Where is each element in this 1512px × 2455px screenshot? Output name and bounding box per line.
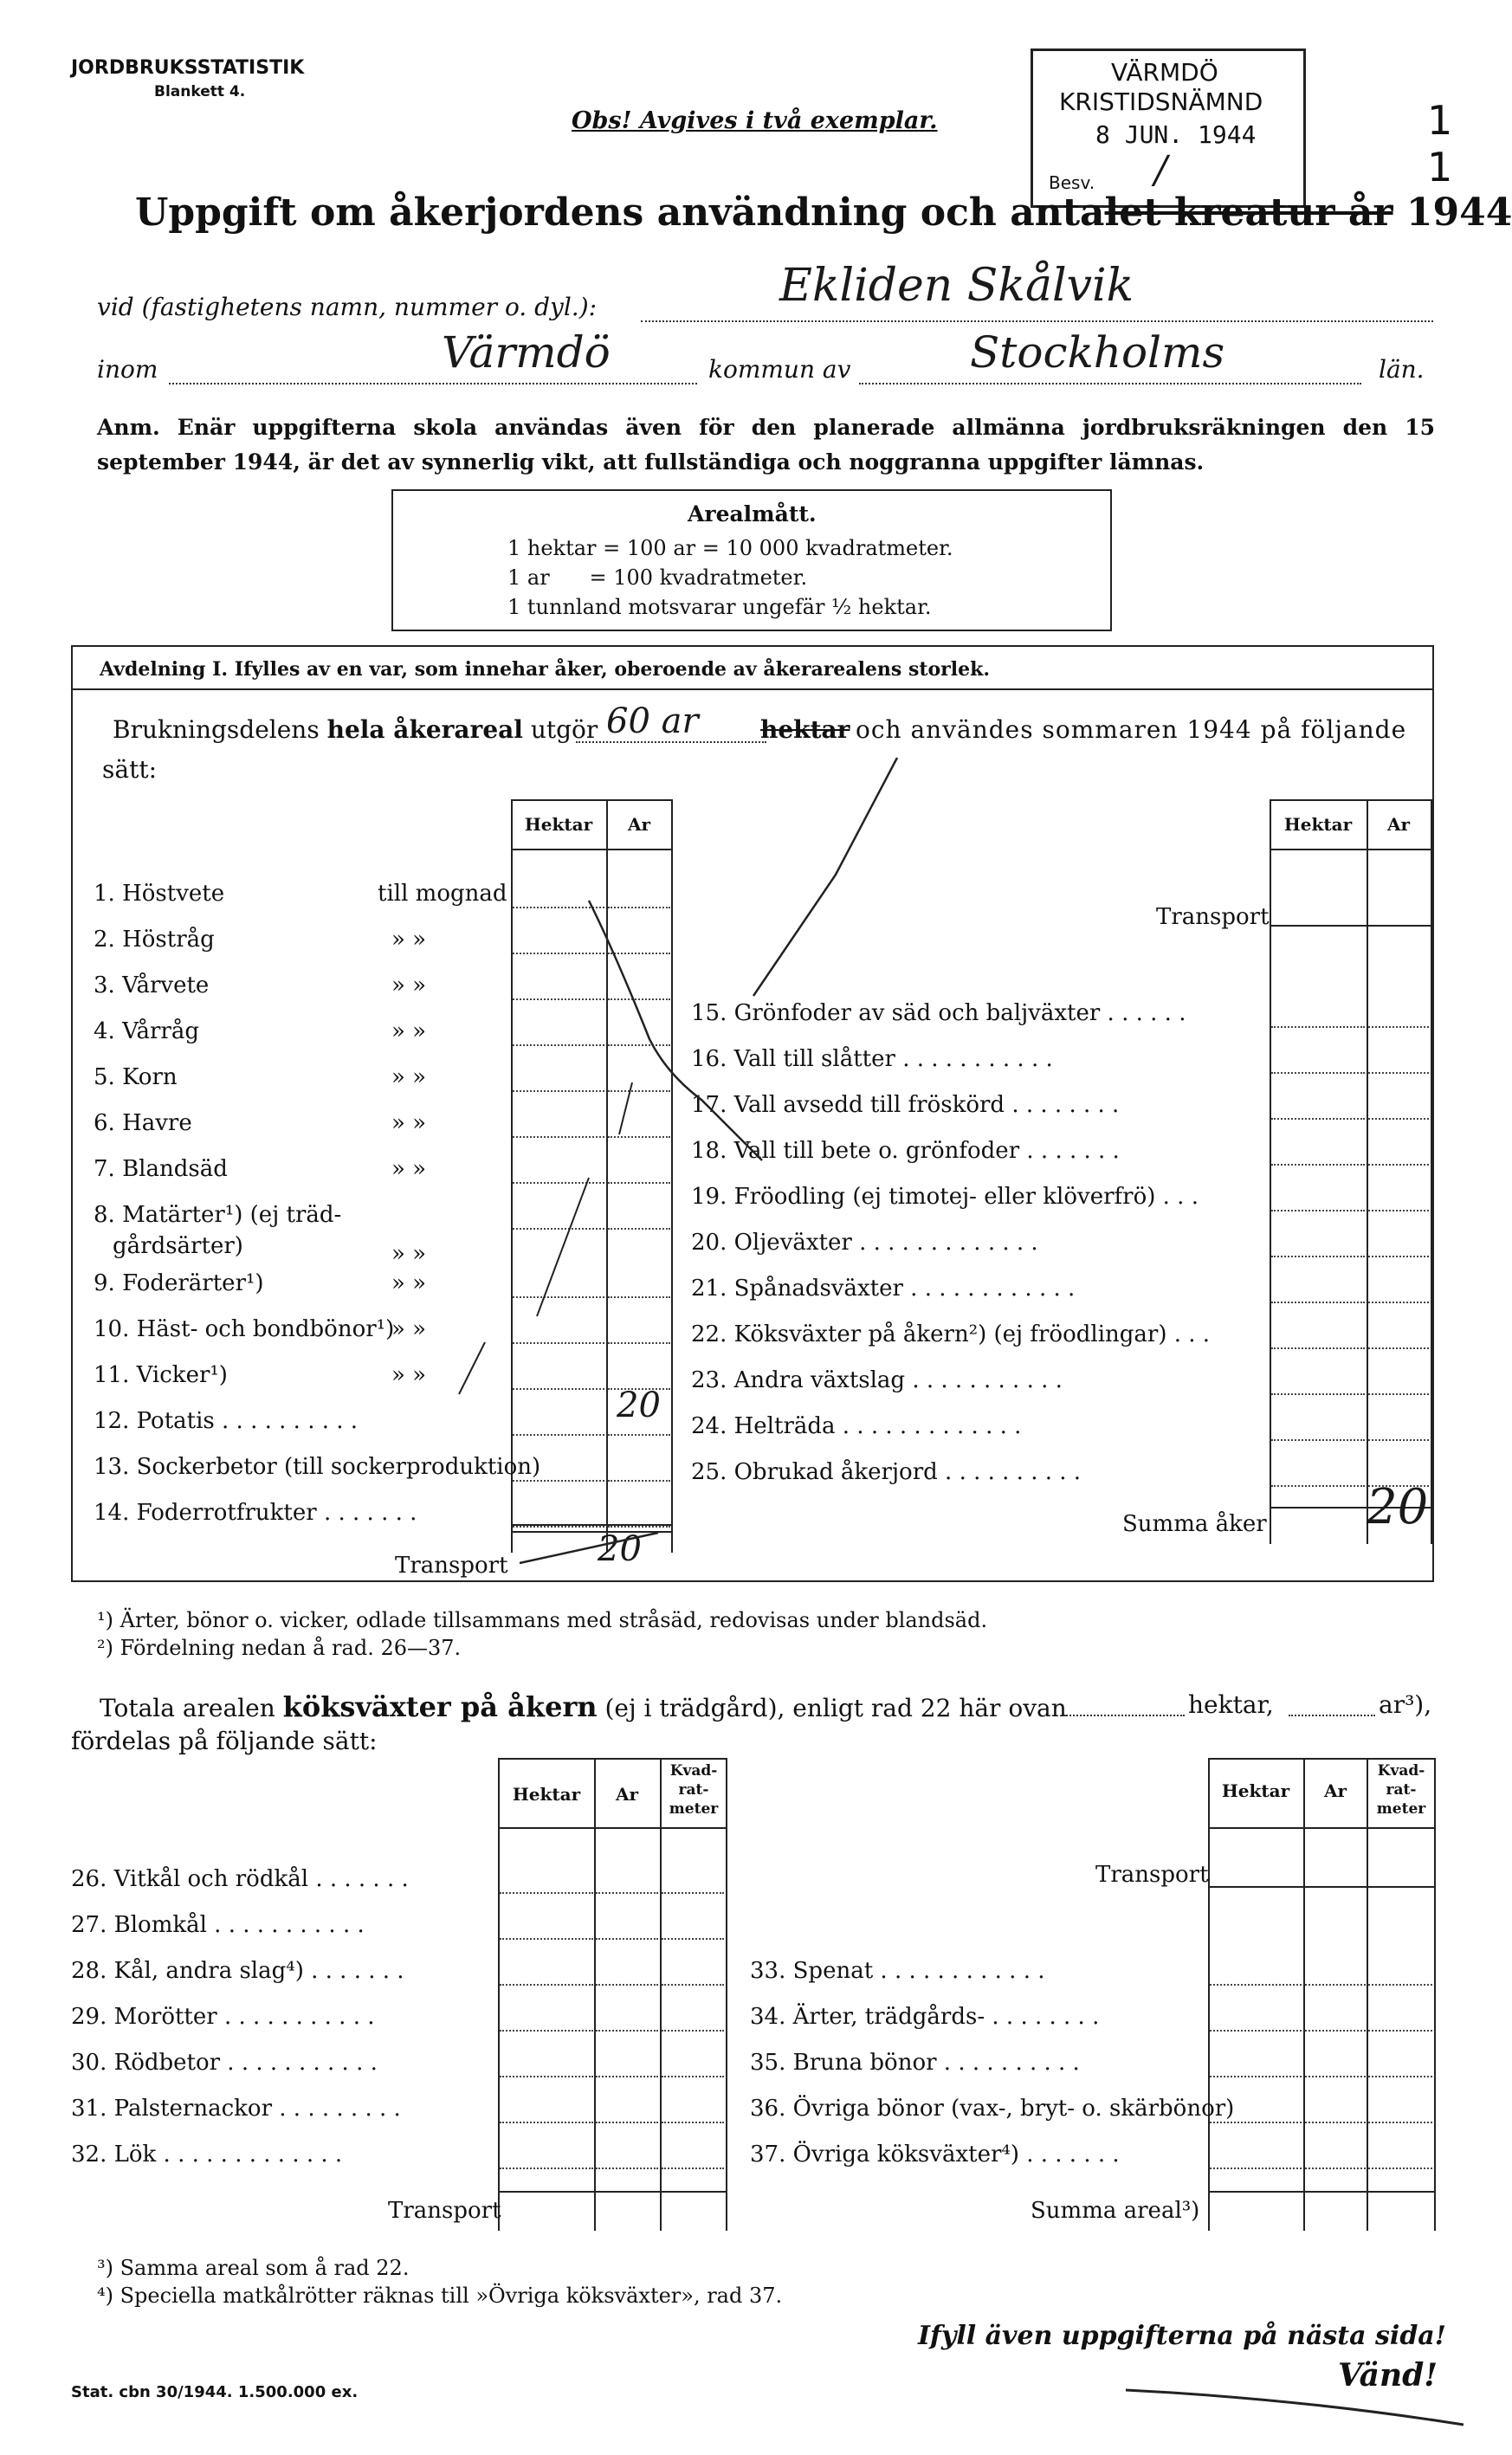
kok-right-col-ar: Ar [1323,1780,1347,1801]
lan-label: län. [1379,355,1425,384]
hektar-cell[interactable] [500,2122,593,2123]
kommun-label: kommun av [708,355,851,384]
table-row-label: 16. Vall till slåtter . . . . . . . . . . . [691,1046,1053,1072]
table-row-label: 37. Övriga köksväxter⁴) . . . . . . . [750,2142,1120,2168]
table-row-label: 5. Korn [94,1064,178,1090]
table-row-label: 36. Övriga bönor (vax-, bryt- o. skärbönor) [750,2096,1235,2122]
hektar-cell[interactable] [500,1938,593,1940]
intro-c: utgör [530,715,598,744]
table-row-label: 18. Vall till bete o. grönfoder . . . . . . . [691,1138,1120,1164]
ar-cell[interactable] [596,2076,658,2077]
table-row-label: 25. Obrukad åkerjord . . . . . . . . . . [691,1459,1082,1485]
table-row-label: 8. Matärter¹) (ej träd- [94,1202,342,1228]
intro-d: och användes sommaren 1944 på följande [856,715,1407,744]
kok-intro-a: Totala arealen [100,1694,275,1722]
stamp-line1: VÄRMDÖ [1111,58,1218,87]
hektar-cell[interactable] [500,2030,593,2032]
table-row-label: 4. Vårråg [94,1018,199,1044]
hektar-cell[interactable] [1210,2030,1302,2032]
intro-e: sätt: [102,755,157,784]
notice-text: Obs! Avgives i två exemplar. [572,107,938,134]
kommun-value[interactable]: Stockholms [970,327,1225,378]
table-row-label: 12. Potatis . . . . . . . . . . [94,1408,359,1434]
kvm-cell[interactable] [662,2076,724,2077]
kvm-cell[interactable] [662,2122,724,2123]
pen-stroke-4 [537,1178,589,1316]
kok-left-col-kvm: Kvad- rat- meter [669,1762,719,1818]
ar-cell[interactable] [596,2168,658,2169]
table-row-label: 28. Kål, andra slag⁴) . . . . . . . [71,1958,404,1984]
kok-summa-label: Summa areal³) [1031,2198,1200,2224]
table-row-label: 29. Morötter . . . . . . . . . . . [71,2004,375,2030]
title-main: Uppgift om åkerjordens användning och anta [135,191,1105,235]
intro-value[interactable]: 60 ar [606,701,699,741]
table-row-label: 19. Fröodling (ej timotej- eller klöverfrö) . . . [691,1184,1199,1210]
bottom-pen-stroke [1126,2390,1464,2425]
arealmatt-l2: 1 ar = 100 kvadratmeter. [507,565,808,590]
ditto-mark: » » [391,1270,427,1296]
kok-left-col-ar: Ar [615,1784,639,1805]
row8-cont: gårdsärter) [113,1233,243,1259]
kok-left-sum-rule [498,2191,727,2193]
ditto-mark: » » [391,1362,427,1388]
kok-right-head-rule [1208,1827,1435,1829]
ar-cell[interactable] [596,2030,658,2032]
hektar-cell[interactable] [500,1892,593,1894]
table-row-label: 31. Palsternackor . . . . . . . . . [71,2096,401,2122]
kok-intro-d: fördelas på följande sätt: [71,1727,378,1755]
kok-right-col-hektar: Hektar [1221,1780,1290,1801]
print-info: Stat. cbn 30/1944. 1.500.000 ex. [71,2383,359,2401]
inom-label: inom [97,355,158,384]
hektar-cell[interactable] [500,2168,593,2169]
stamp-line2: KRISTIDSNÄMND [1059,87,1263,116]
kok-right-col-kvm: Kvad- rat- meter [1376,1762,1426,1818]
left-transport-label: Transport [395,1553,508,1579]
kvm-cell[interactable] [662,2030,724,2032]
kvm-cell[interactable] [1368,2122,1432,2123]
table-row-label: 11. Vicker¹) [94,1362,228,1388]
potatis-ar[interactable]: 20 [617,1386,661,1425]
ditto-mark: » » [391,1316,427,1342]
table-row-label: 23. Andra växtslag . . . . . . . . . . . [691,1367,1063,1393]
table-row-label: 3. Vårvete [94,972,210,998]
table-row-label: 34. Ärter, trädgårds- . . . . . . . . [750,2004,1100,2030]
intro-a: Brukningsdelens [113,715,320,744]
ar-cell[interactable] [596,1938,658,1940]
transport-strike [520,1533,658,1563]
ar-cell[interactable] [1305,2030,1366,2032]
inom-value[interactable]: Värmdö [442,327,611,378]
pen-stroke-3 [619,1082,632,1134]
kok-intro-b: köksväxter på åkern [282,1690,598,1723]
ditto-mark: » » [391,1156,427,1182]
kok-right-transport-rule [1208,1886,1435,1888]
title-year: 1944 [1405,191,1512,235]
form-org: JORDBRUKSSTATISTIK [71,57,305,79]
footnote-3: ³) Samma areal som å rad 22. [97,2256,410,2280]
ditto-mark: » » [391,927,427,953]
title-struck: let kreatur år [1104,191,1393,235]
ar-cell[interactable] [1305,2076,1366,2077]
table-row-label: 13. Sockerbetor (till sockerproduktion) [94,1454,541,1480]
kok-left-transport: Transport [388,2198,501,2224]
table-row-label: 20. Oljeväxter . . . . . . . . . . . . . [691,1230,1038,1256]
avd1-left-col-ar: Ar [627,814,651,835]
kok-left-top [498,1758,727,1760]
footnote-1: ¹) Ärter, bönor o. vicker, odlade tillsammans med stråsäd, redovisas under blandsäd. [97,1608,988,1632]
ar-cell[interactable] [596,1892,658,1894]
kok-intro-ar: ar³), [1379,1690,1432,1719]
kvm-cell[interactable] [662,1938,724,1940]
kok-intro-c: (ej i trädgård), enligt rad 22 här ovan [604,1694,1067,1722]
pen-stroke-1 [753,758,897,996]
ditto-mark: » » [391,972,427,998]
stamp-date: 8 JUN. 1944 [1095,120,1257,149]
kok-intro-hektar: hektar, [1188,1690,1274,1719]
kok-right-transport: Transport [1095,1862,1209,1888]
table-row-label: 27. Blomkål . . . . . . . . . . . [71,1912,365,1938]
table-row-label: 6. Havre [94,1110,192,1136]
kok-left-col-hektar: Hektar [512,1784,581,1805]
anm-note: Anm. Enär uppgifterna skola användas även för den planerade allmänna jordbruksräkningen den 15 september 1944, är det av synnerlig vikt, att fullständiga och noggranna uppgifter lämnas. [97,415,1435,475]
hektar-cell[interactable] [1210,2122,1302,2123]
table-row-label: 17. Vall avsedd till fröskörd . . . . . . . . [691,1092,1120,1118]
kvm-cell[interactable] [662,2168,724,2169]
table-row-label: 9. Foderärter¹) [94,1270,264,1296]
kok-right-sum-rule [1208,2191,1435,2193]
table-row-label: 24. Helträda . . . . . . . . . . . . . [691,1413,1022,1439]
avd1-right-col-ar: Ar [1386,814,1411,835]
ar-cell[interactable] [1305,2168,1366,2169]
table-row-label: 30. Rödbetor . . . . . . . . . . . [71,2050,378,2076]
ifyll-note: Ifyll även uppgifterna på nästa sida! [918,2321,1446,2351]
ditto-mark: » » [391,1110,427,1136]
table-row-label: 33. Spenat . . . . . . . . . . . . [750,1958,1045,1984]
summa-aker-label: Summa åker [1122,1511,1267,1537]
table-row-label: 22. Köksväxter på åkern²) (ej fröodlingar) . . . [691,1321,1211,1347]
table-row-label: 7. Blandsäd [94,1156,228,1182]
stamp-besv: Besv. [1049,172,1095,193]
table-row-label: 26. Vitkål och rödkål . . . . . . . [71,1866,409,1892]
kvm-cell[interactable] [662,1984,724,1986]
ditto-mark: » » [391,1241,427,1267]
ditto-mark: » » [391,1064,427,1090]
ditto-mark: » » [391,1018,427,1044]
till-mognad: till mognad [378,881,507,907]
table-row-label: 21. Spånadsväxter . . . . . . . . . . . . [691,1276,1076,1302]
table-row-label: 10. Häst- och bondbönor¹) [94,1316,395,1342]
pen-stroke-5 [459,1342,485,1394]
hektar-cell[interactable] [1210,2076,1302,2077]
summa-aker-value[interactable]: 20 [1367,1479,1429,1535]
vid-value[interactable]: Ekliden Skålvik [779,260,1134,312]
avd1-heading: Avdelning I. Ifylles av en var, som innehar åker, oberoende av åkerarealens storlek. [100,658,991,681]
intro-b: hela åkerareal [326,715,523,744]
kok-intro [100,1690,1067,1723]
kvm-cell[interactable] [1368,2168,1432,2169]
vand-note: Vänd! [1338,2357,1438,2394]
hektar-cell[interactable] [500,2076,593,2077]
table-row-label: 32. Lök . . . . . . . . . . . . . [71,2142,343,2168]
vid-label: vid (fastighetens namn, nummer o. dyl.): [97,293,598,321]
table-row-label: 1. Höstvete [94,881,225,907]
right-transport-label: Transport [1156,904,1270,930]
table-row-label: 35. Bruna bönor . . . . . . . . . . [750,2050,1080,2076]
ar-cell[interactable] [1305,2122,1366,2123]
arealmatt-l3: 1 tunnland motsvarar ungefär ½ hektar. [507,595,932,619]
table-row-label: 2. Höstråg [94,927,215,953]
ar-cell[interactable] [596,1984,658,1986]
kvm-cell[interactable] [662,1892,724,1894]
pen-stroke-2 [589,901,762,1160]
left-transport-value[interactable]: 20 [598,1529,642,1569]
hektar-cell[interactable] [500,1984,593,1986]
table-row-label: 15. Grönfoder av säd och baljväxter . . . . . . [691,1000,1186,1026]
arealmatt-title: Arealmått. [688,501,817,527]
kvm-cell[interactable] [1368,2076,1432,2077]
hektar-cell[interactable] [1210,2168,1302,2169]
ar-cell[interactable] [596,2122,658,2123]
stamp-mark: / [1154,148,1167,192]
kok-hektar-line [1063,1715,1185,1716]
form-number: Blankett 4. [154,83,246,100]
table-row-label: 14. Foderrotfrukter . . . . . . . [94,1500,417,1526]
kok-left-head-rule [498,1827,727,1829]
avd1-left-col-hektar: Hektar [524,814,593,835]
footnote-4: ⁴) Speciella matkålrötter räknas till »Övriga köksväxter», rad 37. [97,2284,783,2308]
ar-cell[interactable] [1305,1984,1366,1986]
intro-struck-hektar: hektar [760,715,850,744]
kok-right-top [1208,1758,1435,1760]
arealmatt-l1: 1 hektar = 100 ar = 10 000 kvadratmeter. [507,536,953,560]
footnote-2: ²) Fördelning nedan å rad. 26—37. [97,1636,462,1660]
kok-ar-line [1289,1715,1375,1716]
hektar-cell[interactable] [1210,1984,1302,1986]
kvm-cell[interactable] [1368,2030,1432,2032]
page-number: 1 1 [1427,97,1453,191]
kvm-cell[interactable] [1368,1984,1432,1986]
avd1-right-col-hektar: Hektar [1283,814,1353,835]
